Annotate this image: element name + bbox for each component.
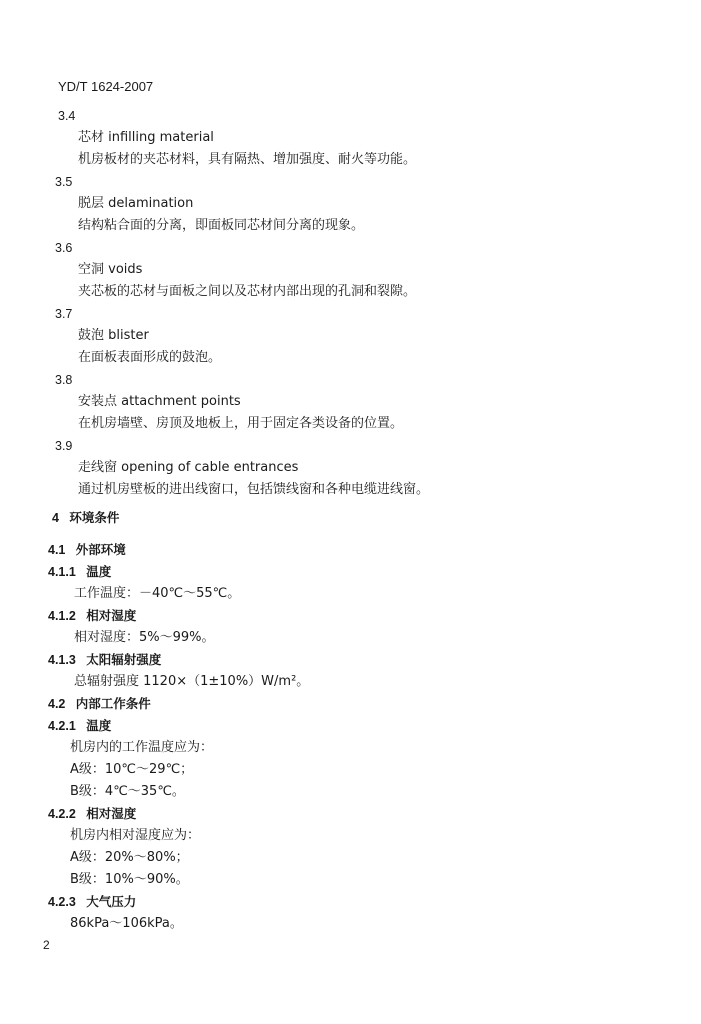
document-header: YD/T 1624-2007: [58, 79, 154, 94]
subsection-heading: 4.1.3 太阳辐射强度: [48, 653, 162, 667]
definition-term: 脱层 delamination: [78, 196, 194, 211]
definition-text: 在面板表面形成的鼓泡。: [78, 350, 222, 365]
subsection-heading: 4.2.1 温度: [48, 719, 112, 733]
body-text: B级：10%～90%。: [70, 872, 189, 887]
definition-term: 芯材 infilling material: [78, 130, 214, 145]
definition-number: 3.9: [55, 439, 73, 453]
subsection-heading: 4.1 外部环境: [48, 543, 126, 557]
subsection-heading: 4.1.2 相对湿度: [48, 609, 137, 623]
subsection-heading: 4.2.2 相对湿度: [48, 807, 137, 821]
definition-text: 夹芯板的芯材与面板之间以及芯材内部出现的孔洞和裂隙。: [78, 284, 417, 299]
definition-number: 3.8: [55, 373, 73, 387]
definition-text: 机房板材的夹芯材料，具有隔热、增加强度、耐火等功能。: [78, 152, 417, 167]
definition-number: 3.7: [55, 307, 73, 321]
body-text: 机房内相对湿度应为：: [70, 828, 201, 843]
body-text: 工作温度：－40℃～55℃。: [74, 586, 241, 601]
definition-number: 3.4: [58, 109, 76, 123]
definition-term: 走线窗 opening of cable entrances: [78, 460, 299, 475]
subsection-heading: 4.2 内部工作条件: [48, 697, 151, 711]
body-text: 相对湿度：5%～99%。: [74, 630, 215, 645]
body-text: B级：4℃～35℃。: [70, 784, 185, 799]
definition-term: 鼓泡 blister: [78, 328, 149, 343]
body-text: 机房内的工作温度应为：: [70, 740, 214, 755]
subsection-heading: 4.2.3 大气压力: [48, 895, 137, 909]
definition-text: 在机房墙壁、房顶及地板上，用于固定各类设备的位置。: [78, 416, 404, 431]
body-text: 86kPa～106kPa。: [70, 916, 183, 931]
section-heading: 4 环境条件: [52, 511, 120, 525]
definition-number: 3.5: [55, 175, 73, 189]
definition-text: 通过机房壁板的进出线窗口，包括馈线窗和各种电缆进线窗。: [78, 482, 430, 497]
subsection-heading: 4.1.1 温度: [48, 565, 112, 579]
page-number: 2: [43, 938, 50, 952]
definition-text: 结构粘合面的分离，即面板同芯材间分离的现象。: [78, 218, 365, 233]
definition-term: 安装点 attachment points: [78, 394, 241, 409]
body-text: A级：20%～80%；: [70, 850, 189, 865]
body-text: A级：10℃～29℃；: [70, 762, 194, 777]
body-text: 总辐射强度 1120×（1±10%）W/m²。: [74, 674, 310, 689]
definition-term: 空洞 voids: [78, 262, 143, 277]
definition-number: 3.6: [55, 241, 73, 255]
